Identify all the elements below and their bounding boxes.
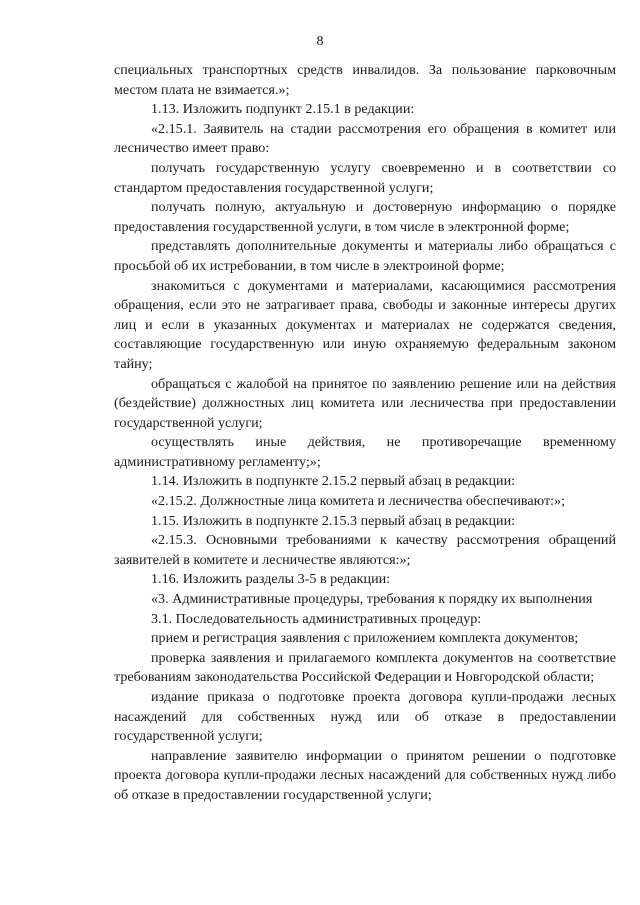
paragraph-right-submit-documents: представлять дополнительные документы и материалы либо обращаться с просьбой об их истребовании, в том числе в электроиной форме; xyxy=(114,238,616,274)
section-3-heading: «3. Административные процедуры, требования к порядку их выполнения xyxy=(151,591,593,608)
document-body xyxy=(114,61,616,806)
page-number: 8 xyxy=(316,34,324,49)
paragraph-2-15-1: «2.15.1. Заявитель на стадии рассмотрения его обращения в комитет или лесничество имеет право: xyxy=(114,120,616,157)
paragraph-amend-2-15-3: 1.15. Изложить в подпункте 2.15.3 первый абзац в редакции: xyxy=(151,512,516,529)
paragraph-parking-fee: специальных транспортных средств инвалидов. За пользование парковочным местом плата не взимается.»; xyxy=(114,62,616,98)
procedure-item-verification: проверка заявления и прилагаемого комплекта документов на соответствие требованиям законодательства Российской Федерации и Новгородской области; xyxy=(114,649,616,686)
paragraph-right-complaint: обращаться с жалобой на принятое по заявлению решение или на действия (бездействие) должностных лиц комитета или лесничества при предоставлении государственной услуги; xyxy=(114,375,616,431)
paragraph-right-receive-service: получать государственную услугу своевременно и в соответствии со стандартом предоставления государственной услуги; xyxy=(114,159,616,196)
procedure-item-order: издание приказа о подготовке проекта договора купли-продажи лесных насаждений для собственных нужд или об отказе в предоставлении государственной услуги; xyxy=(114,689,616,745)
paragraph-2-15-2: «2.15.2. Должностные лица комитета и лесничества обеспечивают:»; xyxy=(151,493,565,510)
paragraph-3-1: 3.1. Последовательность административных процедур: xyxy=(151,610,482,627)
paragraph-right-receive-info: получать полную, актуальную и достоверную информацию о порядке предоставления государственной услуги, в том числе в электронной форме; xyxy=(114,199,616,235)
paragraph-amend-sections-3-5: 1.16. Изложить разделы 3-5 в редакции: xyxy=(151,571,391,588)
paragraph-right-review-documents: знакомиться с документами и материалами, касающимися рассмотрения обращения, если это не затрагивает права, свободы и законные интересы других лиц и если в указанных документах и материалах не содержатся сведения, составляющие государственную или иную охраняемую федеральным законом тайну; xyxy=(114,277,616,372)
procedure-item-reception: прием и регистрация заявления с приложением комплекта документов; xyxy=(151,630,579,647)
procedure-item-notification: направление заявителю информации о принятом решении о подготовке проекта договора купли-продажи лесных насаждений для собственных нужд либо об отказе в предоставлении государственной услуги; xyxy=(114,747,616,803)
paragraph-amend-2-15-2: 1.14. Изложить в подпункте 2.15.2 первый абзац в редакции: xyxy=(151,473,516,490)
paragraph-2-15-3: «2.15.3. Основными требованиями к качеству рассмотрения обращений заявителей в комитете и лесничестве являются:»; xyxy=(114,532,616,568)
paragraph-amend-2-15-1: 1.13. Изложить подпункт 2.15.1 в редакции: xyxy=(151,101,415,118)
paragraph-right-other-actions: осуществлять иные действия, не противоречащие временному административному регламенту;»; xyxy=(114,434,616,470)
